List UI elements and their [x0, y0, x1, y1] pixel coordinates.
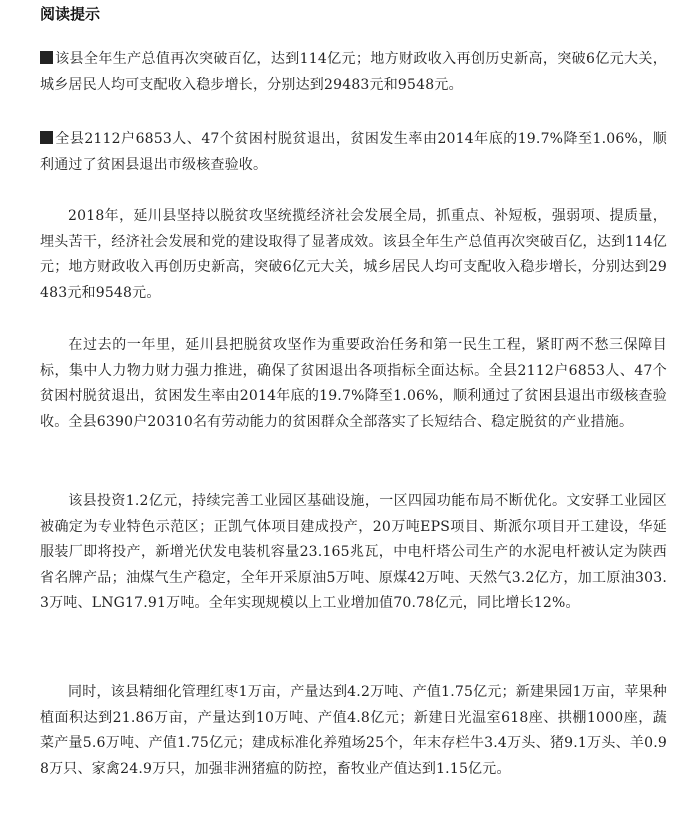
body-paragraph-1 — [40, 204, 667, 306]
body-text-3: 该县投资1.2亿元，持续完善工业园区基础设施，一区四园功能布局不断优化。文安驿工业园区被确定为专业特色示范区；正凯气体项目建成投产，20万吨EPS项目、斯派尔项目开工建设，华延服装厂即将投产，新增光伏发电装机容量23.165兆瓦，中电杆塔公司生产的水泥电杆被认定为陕西省名牌产品；油煤气生产稳定，全年开采原油5万吨、原煤42万吨、天然气3.2亿方，加工原油303.3万吨、LNG17.91万吨。全年实现规模以上工业增加值70.78亿元，同比增长12%。 — [40, 493, 667, 611]
tip-text-2: 全县2112户6853人、47个贫困村脱贫退出，贫困发生率由2014年底的19.7%降至1.06%，顺利通过了贫困县退出市级核查验收。 — [40, 131, 667, 173]
section-heading: 阅读提示 — [40, 5, 101, 23]
body-text-1: 2018年，延川县坚持以脱贫攻坚统揽经济社会发展全局，抓重点、补短板，强弱项、提质量，埋头苦干，经济社会发展和党的建设取得了显著成效。该县全年生产总值再次突破百亿，达到114亿元；地方财政收入再创历史新高，突破6亿元大关，城乡居民人均可支配收入稳步增长，分别达到29483元和9548元。 — [40, 208, 667, 301]
tip-text-1: 该县全年生产总值再次突破百亿，达到114亿元；地方财政收入再创历史新高，突破6亿元大关，城乡居民人均可支配收入稳步增长，分别达到29483元和9548元。 — [40, 51, 667, 93]
square-bullet-icon — [40, 51, 53, 64]
body-text-2: 在过去的一年里，延川县把脱贫攻坚作为重要政治任务和第一民生工程，紧盯两不愁三保障目标，集中人力物力财力强力推进，确保了贫困退出各项指标全面达标。全县2112户6853人、47个贫困村脱贫退出，贫困发生率由2014年底的19.7%降至1.06%，顺利通过了贫困县退出市级核查验收。全县6390户20310名有劳动能力的贫困群众全部落实了长短结合、稳定脱贫的产业措施。 — [40, 337, 667, 430]
body-paragraph-3 — [40, 489, 667, 617]
body-paragraph-4 — [40, 680, 667, 782]
body-paragraph-2 — [40, 333, 667, 435]
tip-paragraph-1 — [40, 47, 667, 98]
body-text-4: 同时，该县精细化管理红枣1万亩，产量达到4.2万吨、产值1.75亿元；新建果园1万亩，苹果种植面积达到21.86万亩，产量达到10万吨、产值4.8亿元；新建日光温室618座、拱棚1000座，蔬菜产量5.6万吨、产值1.75亿元；建成标准化养殖场25个，年末存栏牛3.4万头、猪9.1万头、羊0.98万只、家禽24.9万只，加强非洲猪瘟的防控，畜牧业产值达到1.15亿元。 — [40, 684, 667, 777]
square-bullet-icon — [40, 131, 53, 144]
tip-paragraph-2 — [40, 127, 667, 178]
